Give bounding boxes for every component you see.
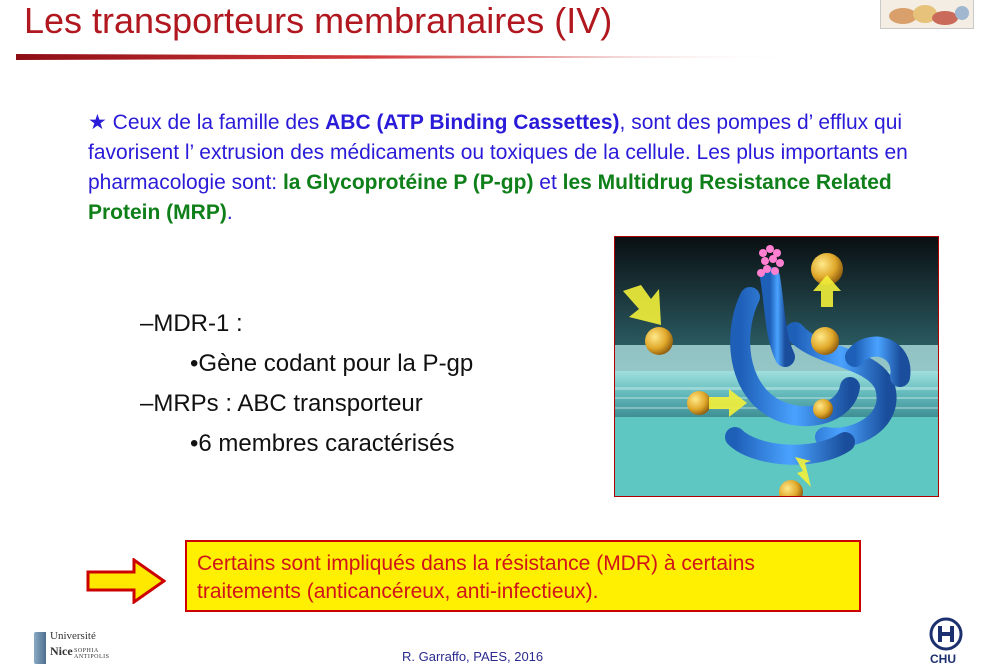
intro-text-2: , sont des pompes d’ efflux qui favorisent l’ extrusion des médicaments ou toxiques de la cellule. Les plus importants en pharmacologie sont: xyxy=(88,111,908,194)
chu-emblem-icon xyxy=(926,614,970,652)
list-item-mrps-detail: •6 membres caractérisés xyxy=(190,430,455,457)
list-item-mdr1-detail: •Gène codant pour la P-gp xyxy=(190,350,474,377)
pgp-term: la Glycoprotéine P (P-gp) xyxy=(282,171,534,194)
footer-author: R. Garraffo, PAES, 2016 xyxy=(402,649,544,664)
star-icon: ★ xyxy=(88,111,107,134)
chu-logo xyxy=(926,614,970,664)
mdr-callout-box: Certains sont impliqués dans la résistance (MDR) à certains traitements (anticancéreux, anti-infectieux). xyxy=(185,540,861,612)
university-logo-line3: SOPHIA ANTIPOLIS xyxy=(74,648,110,660)
university-mark-icon xyxy=(34,632,46,664)
intro-text-1: Ceux de la famille des xyxy=(106,111,326,134)
pills-logo xyxy=(880,0,974,29)
abc-term: ABC (ATP Binding Cassettes) xyxy=(325,111,620,134)
intro-text-4: . xyxy=(226,201,233,224)
membrane-transporter-illustration xyxy=(614,236,939,497)
university-logo xyxy=(34,628,124,664)
university-logo-line1: Université xyxy=(50,630,96,642)
mrp-term: les Multidrug Resistance Related Protein (MRP) xyxy=(88,171,892,224)
intro-paragraph xyxy=(88,108,948,228)
intro-text-3: et xyxy=(533,171,563,194)
slide-title: Les transporteurs membranaires (IV) xyxy=(24,0,613,41)
list-item-mrps: –MRPs : ABC transporteur xyxy=(140,390,423,417)
list-item-mdr1: –MDR-1 : xyxy=(140,310,243,337)
right-arrow-icon xyxy=(86,558,166,604)
university-logo-line2: Nice xyxy=(50,644,73,658)
title-underline xyxy=(16,52,796,60)
chu-logo-label: CHU xyxy=(930,652,956,666)
